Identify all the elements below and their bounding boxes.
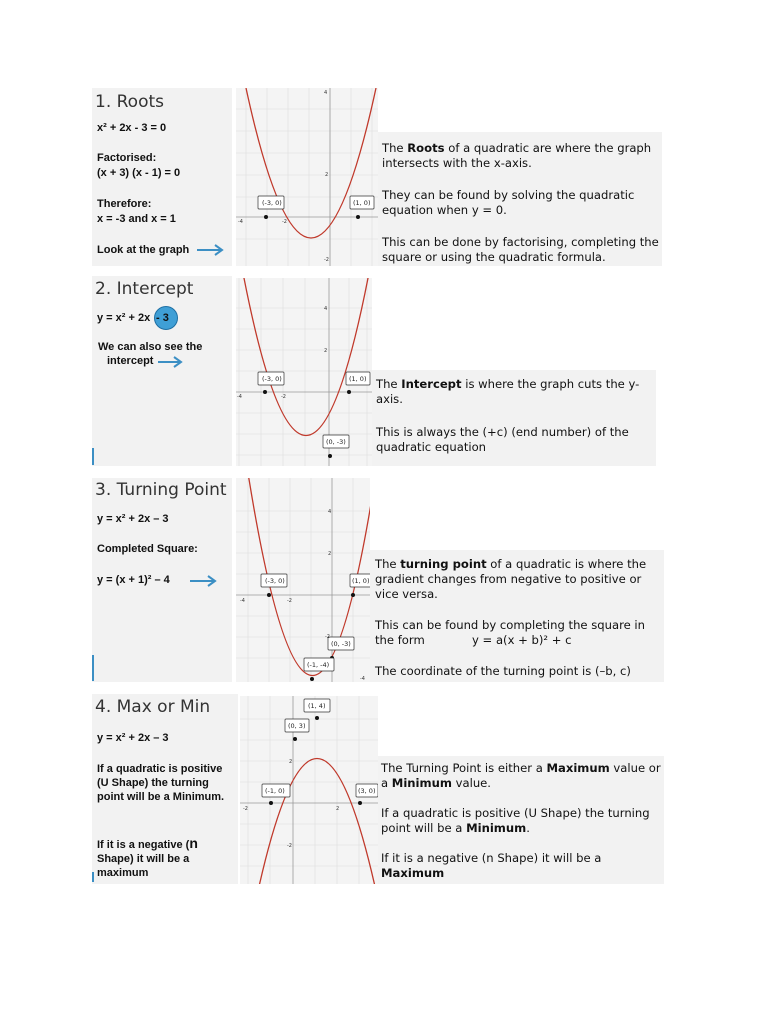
intercept-text-2: intercept bbox=[107, 355, 154, 367]
roots-factorised-label: Factorised: bbox=[97, 152, 157, 164]
tick-label: 2 bbox=[328, 551, 332, 557]
accent-bar bbox=[92, 872, 94, 882]
graph-label: (0, -3) bbox=[326, 438, 346, 446]
max-min-text-1: If a quadratic is positive (U Shape) the turning point will be a Minimum. bbox=[97, 763, 225, 803]
roots-equation: x² + 2x - 3 = 0 bbox=[97, 122, 167, 134]
graph-label: (-1, -4) bbox=[307, 661, 330, 669]
intercept-graph bbox=[236, 278, 372, 466]
completed-square-eq: y = (x + 1)² – 4 bbox=[97, 574, 170, 586]
turning-point-equation: y = x² + 2x – 3 bbox=[97, 513, 169, 525]
graph-label: (-3, 0) bbox=[262, 199, 282, 207]
tick-label: 2 bbox=[325, 172, 329, 178]
tick-label: -2 bbox=[324, 257, 329, 263]
roots-graph bbox=[236, 88, 378, 266]
tick-label: -2 bbox=[281, 394, 286, 400]
tick-label: 4 bbox=[324, 306, 328, 312]
intercept-highlight-term: - 3 bbox=[156, 312, 169, 324]
intercept-heading: 2. Intercept bbox=[95, 279, 194, 299]
roots-therefore-label: Therefore: bbox=[97, 198, 152, 210]
max-min-heading: 4. Max or Min bbox=[95, 697, 211, 717]
intercept-paragraph-2: This is always the (+c) (end number) of the quadratic equation bbox=[376, 425, 629, 454]
graph-label: (1, 0) bbox=[353, 199, 371, 207]
intercept-panel bbox=[92, 276, 232, 466]
tick-label: -2 bbox=[287, 598, 292, 604]
graph-label: (3, 0) bbox=[358, 787, 376, 795]
tick-label: 2 bbox=[324, 348, 328, 354]
tick-label: -2 bbox=[287, 843, 292, 849]
max-min-equation: y = x² + 2x – 3 bbox=[97, 732, 169, 744]
max-min-paragraph-2: If a quadratic is positive (U Shape) the turning point will be a Minimum. bbox=[381, 806, 650, 835]
tick-label: -2 bbox=[243, 806, 248, 812]
tick-label: -4 bbox=[240, 598, 245, 604]
graph-label: (1, 0) bbox=[349, 375, 367, 383]
tick-label: -2 bbox=[325, 634, 330, 640]
max-min-text-2: If it is a negative (n Shape) it will be a maximum bbox=[97, 835, 198, 879]
tick-label: -4 bbox=[238, 219, 243, 225]
roots-paragraph-1: The Roots of a quadratic are where the graph intersects with the x-axis. bbox=[382, 141, 652, 170]
intercept-equation: y = x² + 2x bbox=[97, 312, 151, 324]
roots-paragraph-3: This can be done by factorising, completing the square or using the quadratic formula. bbox=[382, 235, 659, 264]
roots-look-at-graph: Look at the graph bbox=[97, 244, 190, 256]
arrow-right-icon bbox=[190, 575, 218, 587]
arrow-right-icon bbox=[197, 244, 225, 256]
completed-square-label: Completed Square: bbox=[97, 543, 198, 555]
tick-label: 2 bbox=[336, 806, 340, 812]
roots-paragraph-2: They can be found by solving the quadratic equation when y = 0. bbox=[382, 188, 635, 217]
graph-label: (-1, 0) bbox=[265, 787, 285, 795]
roots-heading: 1. Roots bbox=[95, 92, 164, 112]
tick-label: -4 bbox=[360, 676, 365, 682]
tick-label: 4 bbox=[324, 90, 328, 96]
intercept-paragraph-1: The Intercept is where the graph cuts the y-axis. bbox=[376, 377, 640, 406]
turning-point-paragraph-1: The turning point of a quadratic is where the gradient changes from negative to positive or vice versa. bbox=[375, 557, 647, 601]
turning-point-paragraph-2: This can be found by completing the square in the form y = a(x + b)² + c bbox=[375, 618, 645, 647]
graph-label: (-3, 0) bbox=[265, 577, 285, 585]
graph-label: (0, 3) bbox=[288, 722, 306, 730]
turning-point-graph bbox=[236, 478, 370, 682]
roots-solution: x = -3 and x = 1 bbox=[97, 213, 176, 225]
intercept-text-1: We can also see the bbox=[98, 341, 203, 353]
roots-factorised-eq: (x + 3) (x - 1) = 0 bbox=[97, 167, 181, 179]
graph-label: (1, 4) bbox=[308, 702, 326, 710]
accent-bar bbox=[92, 448, 94, 465]
max-min-paragraph-1: The Turning Point is either a Maximum value or a Minimum value. bbox=[381, 761, 661, 790]
tick-label: 4 bbox=[328, 509, 332, 515]
accent-bar bbox=[92, 655, 94, 681]
turning-point-paragraph-3: The coordinate of the turning point is (–b, c) bbox=[375, 664, 631, 678]
tick-label: -2 bbox=[282, 219, 287, 225]
graph-label: (-3, 0) bbox=[262, 375, 282, 383]
graph-label: (1, 0) bbox=[352, 577, 370, 585]
graph-label: (0, -3) bbox=[331, 640, 351, 648]
arrow-right-icon bbox=[158, 356, 184, 368]
max-min-graph bbox=[240, 696, 378, 884]
turning-point-heading: 3. Turning Point bbox=[95, 480, 227, 500]
tick-label: 2 bbox=[289, 759, 293, 765]
tick-label: -4 bbox=[237, 394, 242, 400]
max-min-paragraph-3: If it is a negative (n Shape) it will be a Maximum bbox=[381, 851, 602, 880]
